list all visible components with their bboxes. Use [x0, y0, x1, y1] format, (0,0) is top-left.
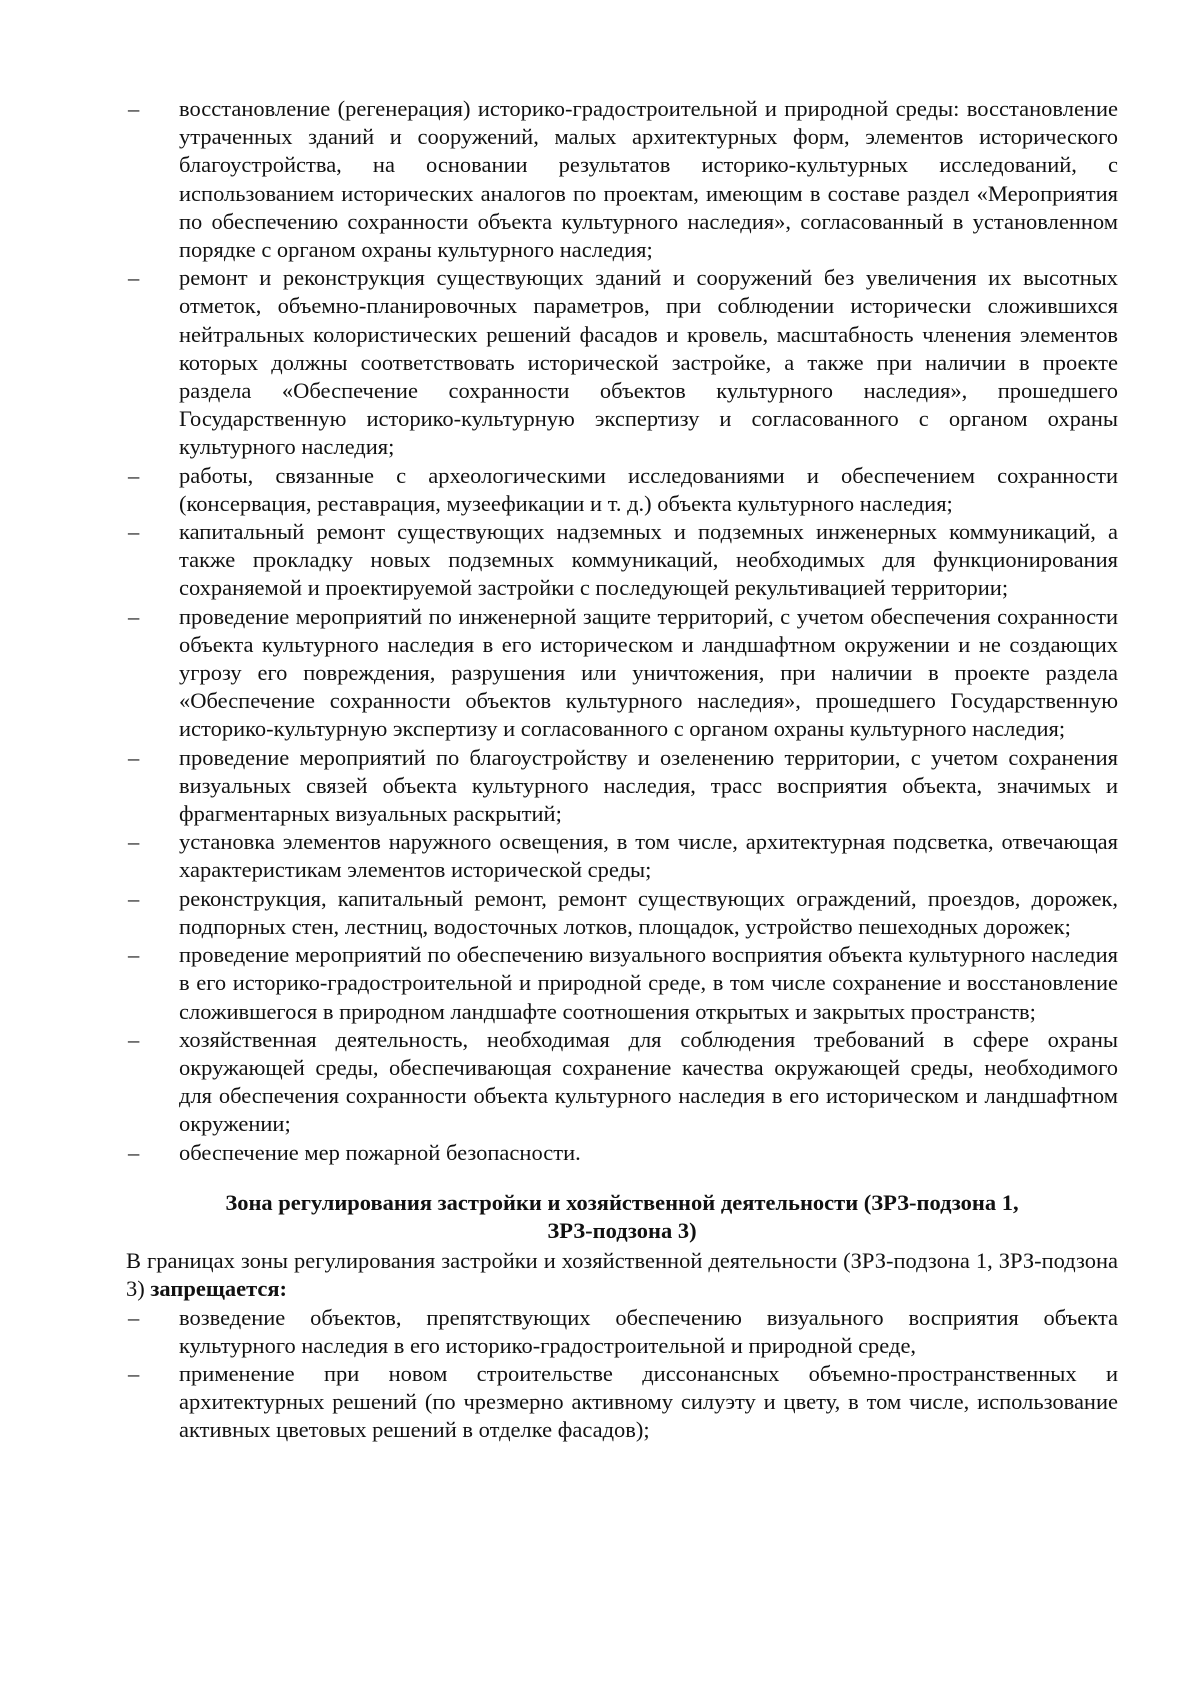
- list-item-text: обеспечение мер пожарной безопасности.: [179, 1139, 581, 1165]
- list-dash: –: [128, 885, 140, 911]
- list-item: [126, 744, 1118, 829]
- list-dash: –: [128, 1026, 140, 1052]
- list-dash: –: [128, 744, 140, 770]
- list-dash: –: [128, 519, 140, 545]
- list-item-text: реконструкция, капитальный ремонт, ремонт существующих ограждений, проездов, дорожек, подпорных стен, лестниц, водосточных лотков, площадок, устройство пешеходных дорожек;: [179, 885, 1118, 939]
- intro-text: В границах зоны регулирования застройки и хозяйственной деятельности (ЗРЗ-подзона 1, ЗРЗ-подзона 3): [126, 1248, 1118, 1302]
- list-item-text: проведение мероприятий по инженерной защите территорий, с учетом обеспечения сохранности объекта культурного наследия в его историческом и ландшафтном окружении и не создающих угрозу его повреждения, разрушения или уничтожения, при наличии в проекте раздела «Обеспечение сохранности объектов культурного наследия», прошедшего Государственную историко-культурную экспертизу и согласованного с органом охраны культурного наследия;: [179, 603, 1118, 742]
- list-dash: –: [128, 1360, 140, 1386]
- list-item: [126, 1360, 1118, 1445]
- list-dash: –: [128, 1139, 140, 1165]
- prohibited-activities-list: [126, 1304, 1118, 1445]
- document-body: [126, 95, 1118, 1445]
- list-item: [126, 264, 1118, 461]
- list-item-text: проведение мероприятий по обеспечению визуального восприятия объекта культурного наследия в его историко-градостроительной и природной среде, в том числе сохранение и восстановление сложившегося в природном ландшафте соотношения открытых и закрытых пространств;: [179, 942, 1118, 1024]
- zone-heading-line2: ЗРЗ-подзона 3): [547, 1217, 697, 1243]
- list-item: [126, 1139, 1118, 1167]
- permitted-activities-list: [126, 95, 1118, 1167]
- list-item-text: ремонт и реконструкция существующих зданий и сооружений без увеличения их высотных отметок, объемно-планировочных параметров, при соблюдении исторически сложившихся нейтральных колористических решений фасадов и кровель, масштабность членения элементов которых должны соответствовать исторической застройке, а также при наличии в проекте раздела «Обеспечение сохранности объектов культурного наследия», прошедшего Государственную историко-культурную экспертизу и согласованного с органом охраны культурного наследия;: [179, 265, 1118, 460]
- list-item: [126, 1304, 1118, 1360]
- list-item-text: проведение мероприятий по благоустройству и озеленению территории, с учетом сохранения визуальных связей объекта культурного наследия, трасс восприятия объекта, значимых и фрагментарных визуальных раскрытий;: [179, 744, 1118, 827]
- list-item-text: работы, связанные с археологическими исследованиями и обеспечением сохранности (консервация, реставрация, музеефикации и т. д.) объекта культурного наследия;: [179, 462, 1118, 516]
- list-dash: –: [128, 265, 140, 291]
- list-dash: –: [128, 96, 140, 121]
- list-item: [126, 941, 1118, 1026]
- zone-heading-line1: Зона регулирования застройки и хозяйственной деятельности (ЗРЗ-подзона 1,: [225, 1189, 1019, 1215]
- list-item: [126, 462, 1118, 518]
- list-item-text: возведение объектов, препятствующих обеспечению визуального восприятия объекта культурного наследия в его историко-градостроительной и природной среде,: [179, 1304, 1118, 1358]
- list-item: [126, 95, 1118, 264]
- list-item-text: капитальный ремонт существующих надземных и подземных инженерных коммуникаций, а также прокладку новых подземных коммуникаций, необходимых для функционирования сохраняемой и проектируемой застройки с последующей рекультивацией территории;: [179, 519, 1118, 601]
- list-dash: –: [128, 829, 140, 855]
- list-item-text: восстановление (регенерация) историко-градостроительной и природной среды: восстановление утраченных зданий и сооружений, малых архитектурных форм, элементов исторического благоустройства, на основании результатов историко-культурных исследований, с использованием исторических аналогов по проектам, имеющим в составе раздел «Мероприятия по обеспечению сохранности объекта культурного наследия», согласованный в установленном порядке с органом охраны культурного наследия;: [179, 96, 1118, 263]
- list-item-text: хозяйственная деятельность, необходимая для соблюдения требований в сфере охраны окружающей среды, обеспечивающая сохранение качества окружающей среды, необходимого для обеспечения сохранности объекта культурного наследия в его историческом и ландшафтном окружении;: [179, 1026, 1118, 1137]
- list-item-text: применение при новом строительстве диссонансных объемно-пространственных и архитектурных решений (по чрезмерно активному силуэту и цвету, в том числе, использование активных цветовых решений в отделке фасадов);: [179, 1360, 1118, 1443]
- list-dash: –: [128, 1304, 140, 1330]
- intro-paragraph: [126, 1247, 1118, 1303]
- intro-emphasis: запрещается:: [150, 1276, 288, 1302]
- list-item: [126, 828, 1118, 884]
- list-item: [126, 603, 1118, 744]
- list-item: [126, 1026, 1118, 1139]
- list-item-text: установка элементов наружного освещения, в том числе, архитектурная подсветка, отвечающая характеристикам элементов исторической среды;: [179, 829, 1118, 883]
- list-dash: –: [128, 603, 140, 629]
- list-item: [126, 518, 1118, 603]
- list-dash: –: [128, 942, 140, 968]
- zone-heading: [126, 1189, 1118, 1245]
- list-item: [126, 885, 1118, 941]
- list-dash: –: [128, 462, 140, 488]
